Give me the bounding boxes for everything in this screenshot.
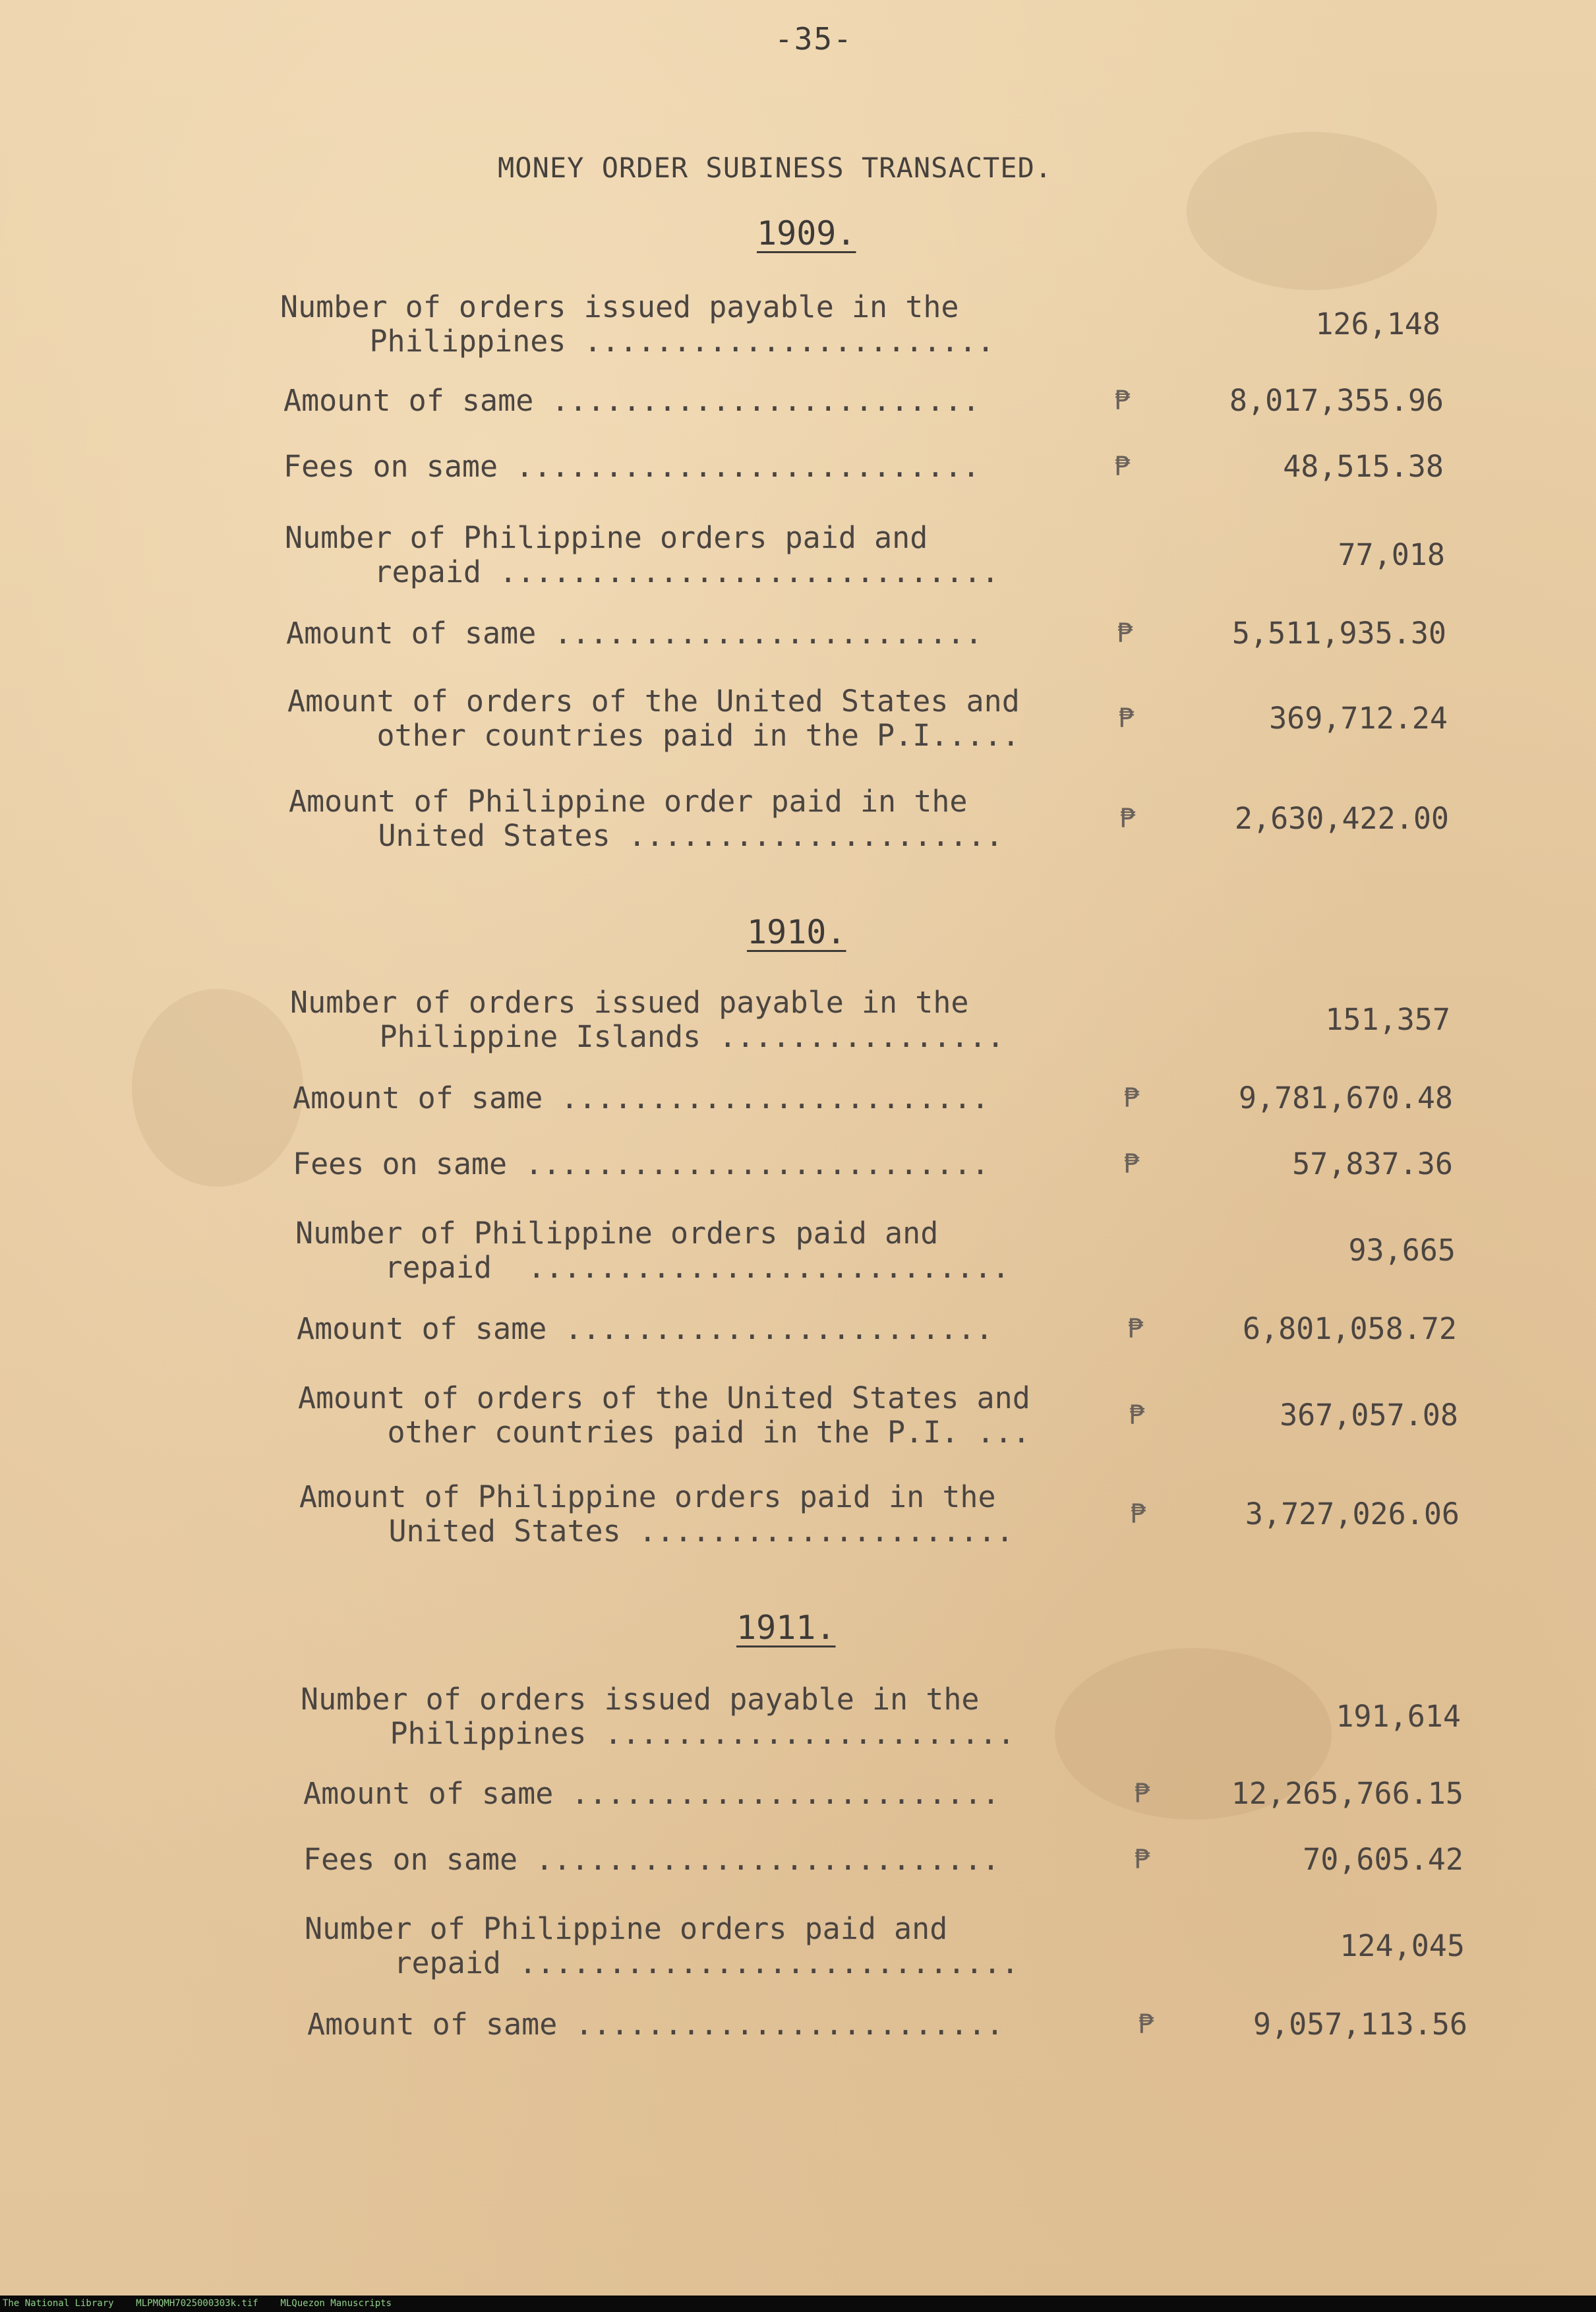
year-heading-1910: 1910. xyxy=(747,913,846,951)
row-label: Number of orders issued payable in the Philippines ....................... xyxy=(301,1682,1015,1751)
peso-sign-icon: ₱ xyxy=(1134,1779,1150,1809)
peso-sign-icon: ₱ xyxy=(1117,618,1133,649)
row-value xyxy=(1134,1843,1463,1877)
row-amount: 9,781,670.48 xyxy=(1238,1081,1453,1115)
row-label: Amount of Philippine orders paid in the United States ..................... xyxy=(299,1479,1014,1549)
peso-sign-icon: ₱ xyxy=(1130,1499,1146,1529)
row-label: Amount of orders of the United States and other countries paid in the P.I. ... xyxy=(298,1380,1030,1450)
peso-sign-icon: ₱ xyxy=(1118,703,1135,734)
row-label: Amount of same ........................ xyxy=(303,1776,1000,1811)
peso-sign-icon: ₱ xyxy=(1134,1845,1150,1875)
row-value xyxy=(1123,1081,1453,1115)
paper-stain xyxy=(1187,132,1437,290)
row-label: Number of Philippine orders paid and repaid ............................ xyxy=(305,1911,1019,1980)
row-label: Amount of orders of the United States and other countries paid in the P.I..... xyxy=(287,684,1020,753)
peso-sign-icon: ₱ xyxy=(1119,804,1136,834)
row-value xyxy=(1130,1497,1460,1531)
row-amount: 9,057,113.56 xyxy=(1253,2007,1467,2042)
row-value xyxy=(1134,1777,1463,1811)
row-label: Amount of same ........................ xyxy=(293,1081,990,1115)
row-label: Amount of same ........................ xyxy=(286,616,983,651)
row-value xyxy=(1111,307,1440,341)
peso-sign-icon: ₱ xyxy=(1114,452,1131,482)
row-amount: 151,357 xyxy=(1325,1002,1450,1037)
peso-sign-icon: ₱ xyxy=(1114,386,1131,416)
row-amount: 367,057.08 xyxy=(1280,1398,1458,1433)
row-value xyxy=(1121,1003,1450,1037)
row-label: Fees on same .......................... xyxy=(303,1842,1000,1877)
row-amount: 5,511,935.30 xyxy=(1231,616,1446,651)
row-amount: 124,045 xyxy=(1340,1928,1465,1963)
row-amount: 3,727,026.06 xyxy=(1245,1497,1460,1531)
row-label: Number of Philippine orders paid and repaid ........................... xyxy=(295,1216,1010,1285)
year-heading-1911: 1911. xyxy=(736,1609,836,1647)
row-amount: 57,837.36 xyxy=(1292,1146,1453,1181)
row-label: Fees on same .......................... xyxy=(283,449,980,484)
page-number: -35- xyxy=(775,21,853,57)
row-label: Amount of same ........................ xyxy=(283,383,980,418)
row-value xyxy=(1114,384,1444,418)
row-amount: 2,630,422.00 xyxy=(1234,801,1449,836)
row-amount: 77,018 xyxy=(1338,537,1445,572)
row-value xyxy=(1135,1929,1465,1963)
peso-sign-icon: ₱ xyxy=(1123,1149,1140,1179)
row-amount: 12,265,766.15 xyxy=(1231,1776,1463,1811)
row-amount: 126,148 xyxy=(1315,307,1440,341)
row-amount: 48,515.38 xyxy=(1283,449,1444,484)
row-amount: 191,614 xyxy=(1336,1699,1461,1734)
row-value xyxy=(1127,1312,1457,1346)
peso-sign-icon: ₱ xyxy=(1123,1083,1140,1113)
row-label: Amount of same ........................ xyxy=(297,1311,993,1346)
row-label: Number of orders issued payable in the Philippine Islands ................ xyxy=(290,985,1005,1054)
row-amount: 93,665 xyxy=(1348,1233,1456,1268)
row-value xyxy=(1115,538,1445,572)
row-value xyxy=(1117,616,1446,651)
row-value xyxy=(1138,2007,1467,2042)
row-label: Number of Philippine orders paid and repaid ............................ xyxy=(285,520,999,589)
row-amount: 70,605.42 xyxy=(1303,1842,1463,1877)
row-value xyxy=(1119,802,1449,836)
row-label: Amount of Philippine order paid in the United States ..................... xyxy=(289,784,1003,853)
row-amount: 369,712.24 xyxy=(1269,701,1448,736)
row-value xyxy=(1123,1147,1453,1181)
peso-sign-icon: ₱ xyxy=(1138,2009,1154,2040)
scan-footer-bar: The National Library MLPMQMH7025000303k.tif MLQuezon Manuscripts xyxy=(0,2296,1596,2312)
document-heading: MONEY ORDER SUBINESS TRANSACTED. xyxy=(498,152,1053,184)
row-value xyxy=(1114,450,1444,484)
row-value xyxy=(1131,1700,1461,1734)
row-value xyxy=(1126,1233,1456,1268)
row-amount: 8,017,355.96 xyxy=(1229,383,1444,418)
row-label: Fees on same .......................... xyxy=(293,1146,990,1181)
peso-sign-icon: ₱ xyxy=(1129,1400,1145,1431)
paper-stain xyxy=(132,989,303,1187)
year-heading-1909: 1909. xyxy=(757,214,856,252)
row-value xyxy=(1129,1398,1458,1433)
row-value xyxy=(1118,701,1448,736)
peso-sign-icon: ₱ xyxy=(1127,1314,1144,1344)
row-label: Amount of same ........................ xyxy=(307,2007,1004,2042)
row-amount: 6,801,058.72 xyxy=(1242,1311,1457,1346)
row-label: Number of orders issued payable in the Philippines ....................... xyxy=(280,289,995,359)
